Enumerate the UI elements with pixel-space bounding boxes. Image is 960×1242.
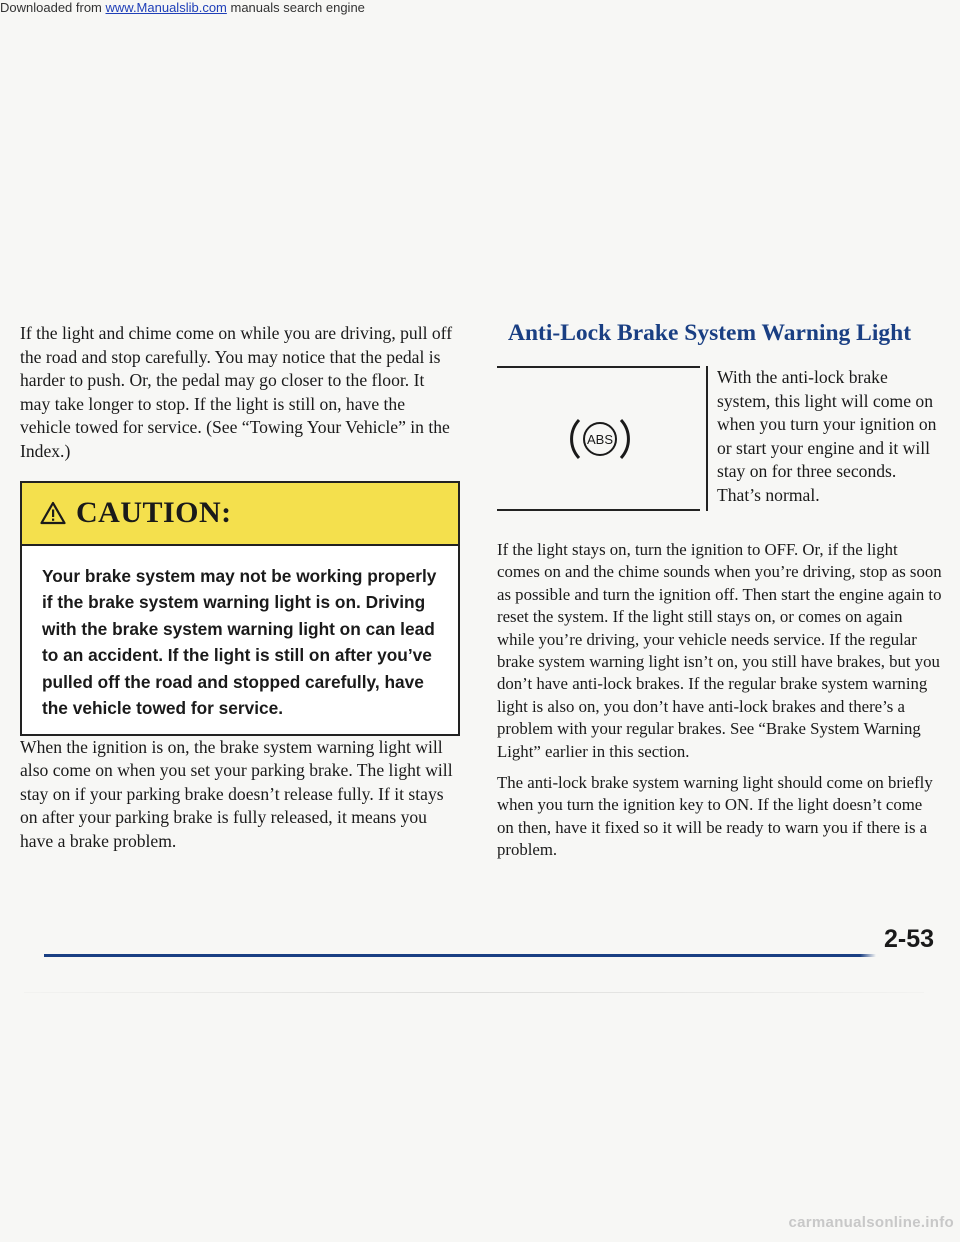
abs-details [497, 539, 942, 862]
caution-text: Your brake system may not be working properly if the brake system warning light is on. Driving with the brake system warning light on can lead to an accident. If the light is still on after you’ve pulled off the road and stopped carefully, have the vehicle towed for service. [42, 565, 437, 719]
figure-divider [706, 366, 708, 511]
abs-light-figure [497, 366, 700, 511]
ignition-paragraph: When the ignition is on, the brake system warning light will also come on when you set your parking brake. The light will stay on if your parking brake doesn’t release fully. If it stays on after your parking brake is fully released, it means you have a brake problem. [20, 736, 453, 851]
abs-check-paragraph: The anti-lock brake system warning light should come on briefly when you turn the ignition key to ON. If the light doesn’t come on then, have it fixed so it will be ready to warn you if there is a problem. [497, 773, 933, 860]
abs-intro-paragraph: With the anti-lock brake system, this light will come on when you turn your ignition on or start your engine and it will stay on for three seconds. That’s normal. [717, 367, 937, 505]
abs-icon-label: ABS [586, 432, 614, 447]
faint-divider [24, 992, 924, 993]
banner-suffix: manuals search engine [226, 0, 365, 15]
manualslib-link[interactable]: www.Manualslib.com [105, 0, 227, 15]
abs-figure-row [497, 366, 942, 511]
abs-stays-on-paragraph: If the light stays on, turn the ignition to OFF. Or, if the light comes on and the chime sounds when you’re driving, stop as soon as possible and turn the ignition off. Then start the engine again to reset the system. If the light still stays on, or comes on again while you’re driving, your vehicle needs service. If the regular brake system warning light isn’t on, you still have brakes, but you don’t have anti-lock brakes. If the regular brake system warning light is also on, you don’t have anti-lock brakes and there’s a problem with your regular brakes. See “Brake System Warning Light” earlier in this section. [497, 540, 942, 761]
banner-prefix: Downloaded from [0, 0, 106, 15]
download-banner [0, 0, 365, 16]
page-number: 2-53 [884, 925, 935, 953]
abs-warning-icon [569, 414, 631, 464]
left-column [20, 322, 458, 854]
brake-light-paragraph: If the light and chime come on while you are driving, pull off the road and stop carefully. You may notice that the pedal is harder to push. Or, the pedal may go closer to the floor. It may take longer to stop. If the light is still on, have the vehicle towed for service. (See “Towing Your Vehicle” in the Index.) [20, 323, 453, 461]
warning-triangle-icon [40, 501, 66, 525]
section-title: Anti-Lock Brake System Warning Light [508, 320, 912, 346]
caution-box [20, 481, 460, 736]
caution-label: CAUTION: [76, 496, 232, 530]
caution-header [22, 483, 458, 546]
site-watermark: carmanualsonline.info [788, 1214, 954, 1231]
footer-rule [44, 954, 860, 957]
